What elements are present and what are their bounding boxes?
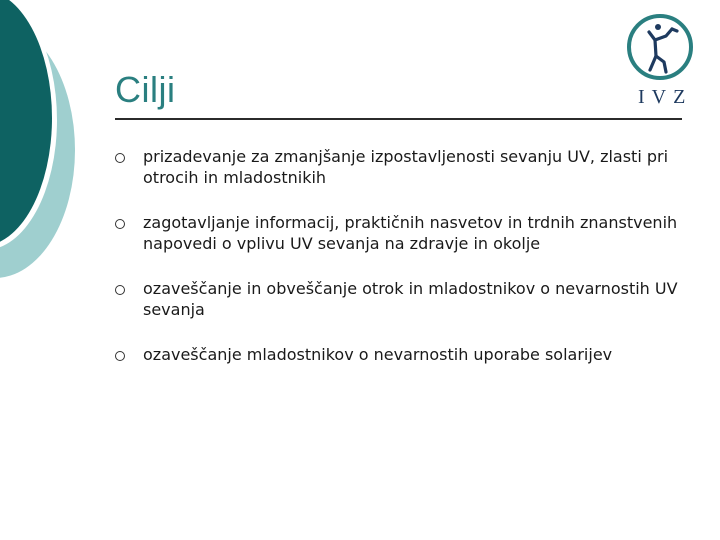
bullet-circle-icon (115, 351, 125, 361)
decorative-circles (0, 0, 90, 300)
bullet-item (115, 212, 695, 254)
title-divider (115, 118, 682, 120)
logo-figure-icon (649, 24, 677, 72)
bullet-text: ozaveščanje mladostnikov o nevarnostih uporabe solarijev (143, 345, 613, 364)
bullet-circle-icon (115, 285, 125, 295)
bullet-item (115, 278, 695, 320)
logo-text: IVZ (638, 86, 693, 108)
bullet-text: prizadevanje za zmanjšanje izpostavljenosti sevanju UV, zlasti pri otrocih in mladostnikih (143, 147, 669, 187)
bullet-circle-icon (115, 219, 125, 229)
bullet-text: zagotavljanje informacij, praktičnih nasvetov in trdnih znanstvenih napovedi o vplivu UV sevanja na zdravje in okolje (143, 213, 678, 253)
bullet-list (115, 146, 695, 365)
bullet-circle-icon (115, 153, 125, 163)
slide-title: Cilji (115, 69, 176, 110)
bullet-item (115, 146, 695, 188)
bullet-text: ozaveščanje in obveščanje otrok in mladostnikov o nevarnostih UV sevanja (143, 279, 678, 319)
bullet-item (115, 344, 695, 365)
